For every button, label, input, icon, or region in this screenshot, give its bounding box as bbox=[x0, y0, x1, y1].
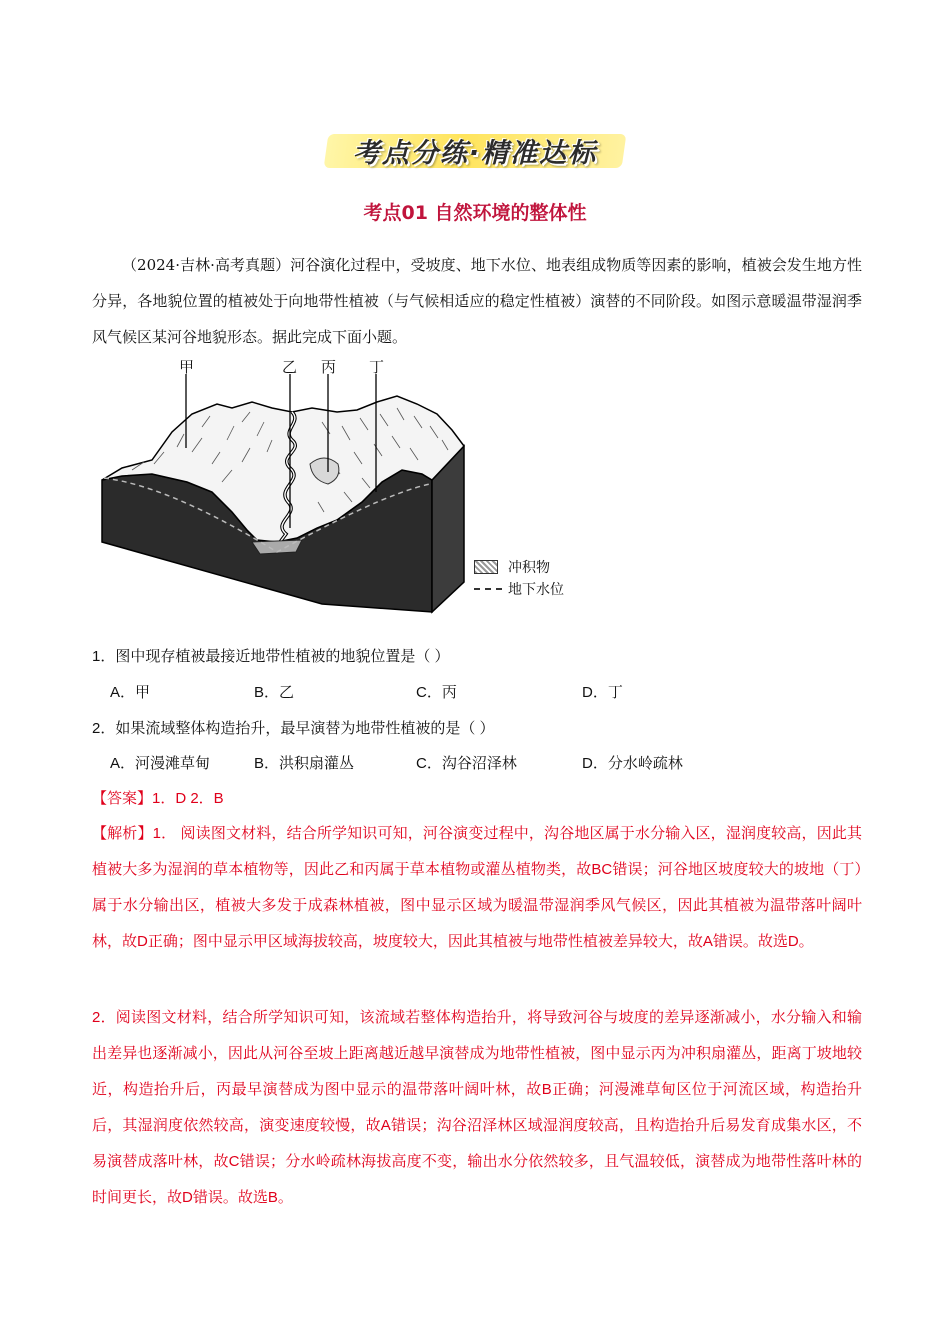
q1-option-a[interactable]: A．甲 bbox=[110, 684, 151, 701]
q2-option-c[interactable]: C．沟谷沼泽林 bbox=[416, 755, 517, 772]
q1-option-c[interactable]: C．丙 bbox=[416, 684, 457, 701]
question-1-stem: 1．图中现存植被最接近地带性植被的地貌位置是（ ） bbox=[92, 648, 450, 665]
analysis-paragraph-2: 2．阅读图文材料，结合所学知识可知，该流域若整体构造抬升，将导致河谷与坡度的差异逐渐减小，水分输入和输出差异也逐渐减小，因此从河谷至坡上距离越近越早演替成为地带性植被，图中显示丙为冲积扇灌丛，距离丁坡地较近，构造抬升后，丙最早演替成为图中显示的温带落叶阔叶林，故B正确；河漫滩草甸区位于河流区域，构造抬升后，其湿润度依然较高，演变速度较慢，故A错误；沟谷沼泽林区域湿润度较高，且构造抬升后易发育成集水区，不易演替成落叶林，故C错误；分水岭疏林海拔高度不变，输出水分依然较多，且气温较低，演替成为地带性落叶林的时间更长，故D错误。故选B。 bbox=[92, 1009, 862, 1206]
legend-groundwater-label: 地下水位 bbox=[508, 582, 564, 598]
q2-option-a[interactable]: A．河漫滩草甸 bbox=[110, 755, 211, 772]
deposit-swatch bbox=[474, 560, 498, 574]
label-jia: 甲 bbox=[179, 358, 195, 376]
q2-option-b[interactable]: B．洪积扇灌丛 bbox=[254, 755, 355, 772]
q1-option-d[interactable]: D．丁 bbox=[582, 684, 623, 701]
banner-text: 考点分练·精准达标 bbox=[352, 137, 598, 169]
valley-landform-figure bbox=[92, 352, 592, 622]
q1-option-b[interactable]: B．乙 bbox=[254, 684, 295, 701]
analysis-paragraph-1: 【解析】1． 阅读图文材料，结合所学知识可知，河谷演变过程中，沟谷地区属于水分输入区，湿润度较高，因此其植被大多为湿润的草本植物等，因此乙和丙属于草本植物或灌丛植物类，故BC错误；河谷地区坡度较大的坡地（丁）属于水分输出区，植被大多发于成森林植被，图中显示区域为暖温带湿润季风气候区，因此其植被为温带落叶阔叶林，故D正确；图中显示甲区域海拔较高，坡度较大，因此其植被与地带性植被差异较大，故A错误。故选D。 bbox=[92, 825, 862, 950]
question-1-options bbox=[110, 681, 810, 703]
groundwater-dash-swatch bbox=[474, 588, 502, 590]
label-ding: 丁 bbox=[369, 358, 385, 376]
question-2-stem: 2．如果流域整体构造抬升，最早演替为地带性植被的是（ ） bbox=[92, 720, 495, 737]
question-2-options bbox=[110, 752, 810, 774]
legend-groundwater bbox=[474, 578, 564, 600]
answer-key: 【答案】1．D 2．B bbox=[92, 790, 224, 807]
label-yi: 乙 bbox=[282, 358, 298, 376]
question-intro: （2024·吉林·高考真题）河谷演化过程中，受坡度、地下水位、地表组成物质等因素的影响，植被会发生地方性分异，各地貌位置的植被处于向地带性植被（与气候相适应的稳定性植被）演替的不同阶段。如图示意暖温带湿润季风气候区某河谷地貌形态。据此完成下面小题。 bbox=[92, 256, 862, 346]
legend-deposit bbox=[474, 556, 564, 578]
label-bing: 丙 bbox=[321, 358, 337, 376]
section-banner bbox=[320, 128, 630, 172]
figure-legend bbox=[474, 556, 564, 600]
q2-option-d[interactable]: D．分水岭疏林 bbox=[582, 755, 683, 772]
section-title: 考点01 自然环境的整体性 bbox=[363, 202, 587, 224]
legend-deposit-label: 冲积物 bbox=[508, 560, 550, 576]
